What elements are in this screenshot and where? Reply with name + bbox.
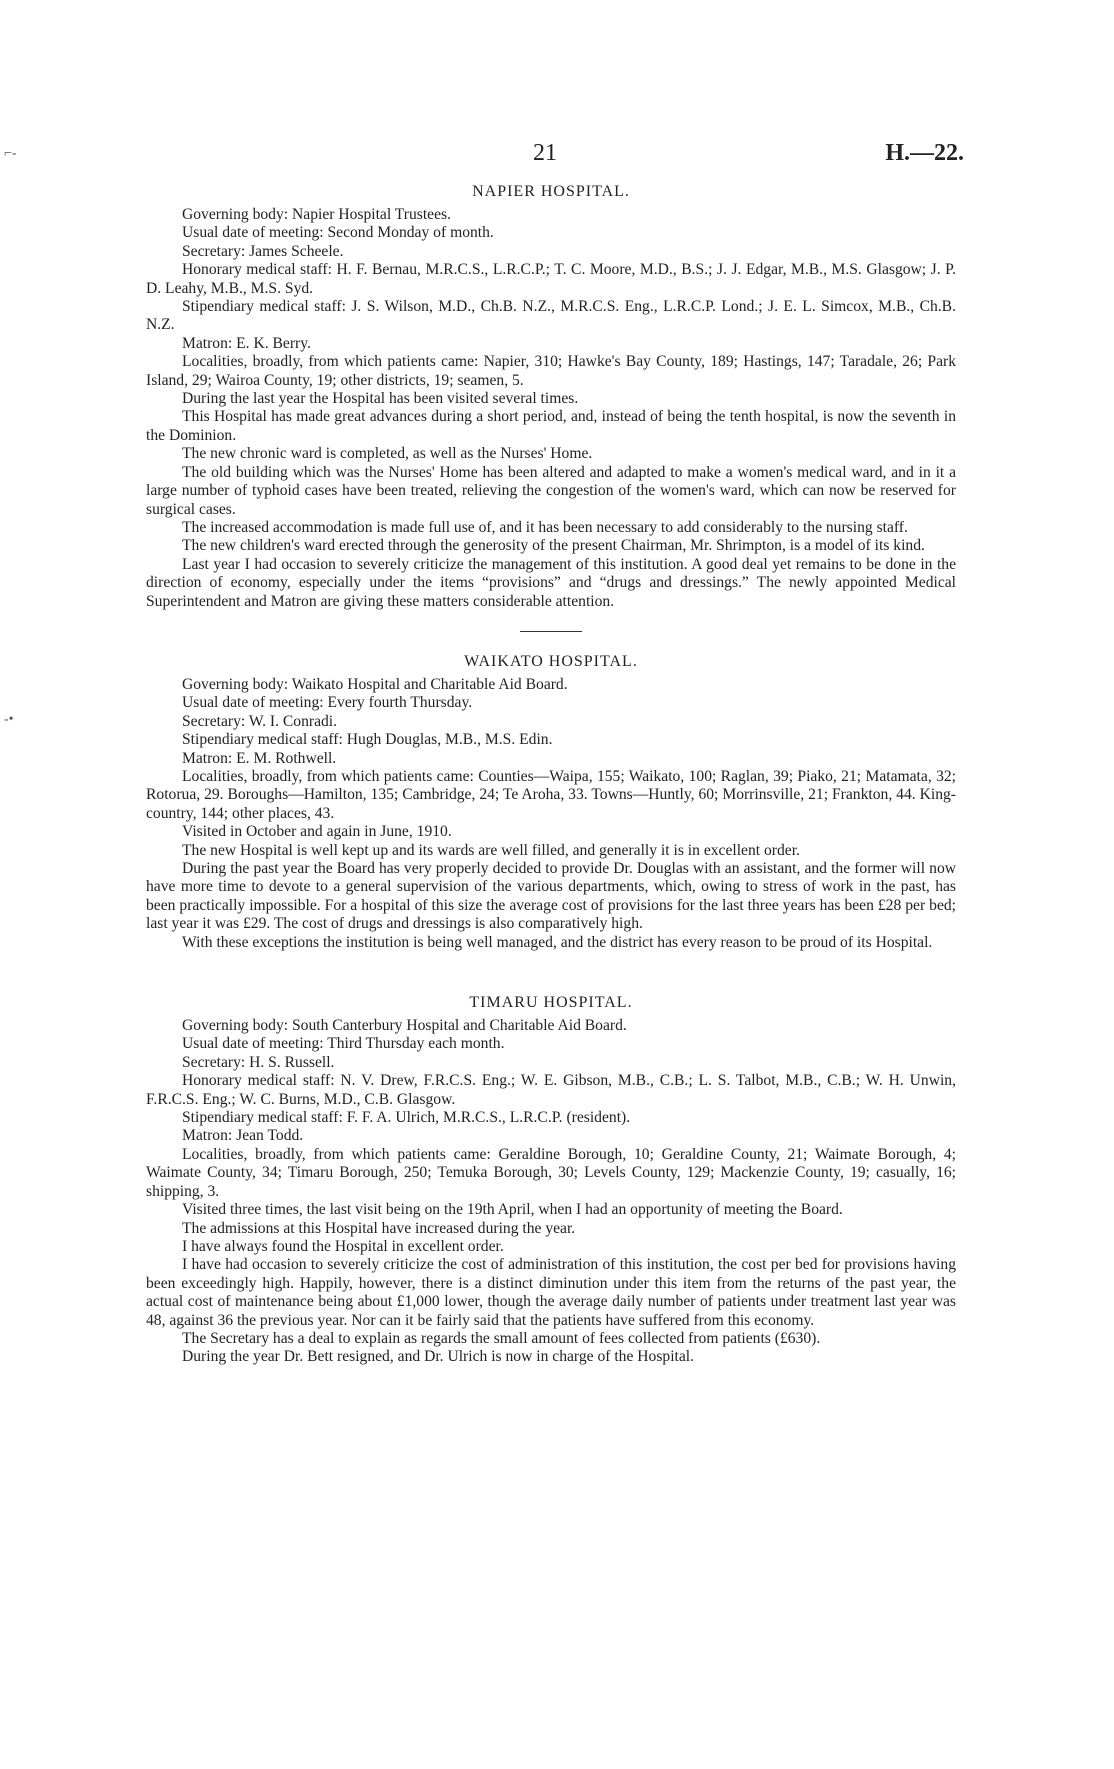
paragraph: Localities, broadly, from which patients came: Geraldine Borough, 10; Geraldine County, 21; Waimate Borough, 4; Waimate County, 34; Timaru Borough, 250; Temuka Borough, 30; Levels County, 129; Mackenzie County, 19; casually, 16; shipping, 3. bbox=[146, 1145, 956, 1200]
paragraph: The increased accommodation is made full use of, and it has been necessary to add considerably to the nursing staff. bbox=[182, 518, 908, 536]
paragraph: Visited in October and again in June, 1910. bbox=[182, 823, 452, 841]
section-waikato-hospital bbox=[146, 652, 956, 952]
paragraph: During the last year the Hospital has been visited several times. bbox=[182, 390, 579, 408]
paragraph: During the past year the Board has very properly decided to provide Dr. Douglas with an assistant, and the former will now have more time to devote to a general supervision of the various departments, which, owing to stress of work in the past, has been practically impossible. For a hospital of this size the average cost of provisions for the last three years has been £28 per bed; last year it was £29. The cost of drugs and dressings is also comparatively high. bbox=[146, 860, 956, 933]
paragraph: Governing body: Napier Hospital Trustees. bbox=[182, 206, 451, 223]
paragraph: Matron: E. M. Rothwell. bbox=[182, 749, 337, 767]
section-napier-hospital bbox=[146, 182, 956, 611]
paragraph: Localities, broadly, from which patients came: Counties—Waipa, 155; Waikato, 100; Raglan, 39; Piako, 21; Matamata, 32; Rotorua, 29. Boroughs—Hamilton, 135; Cambridge, 24; Te Aroha, 33. Towns—Huntly, 60; Morrinsville, 21; Frankton, 44. King-country, 144; other places, 43. bbox=[146, 767, 956, 822]
paragraph: The new Hospital is well kept up and its wards are well filled, and generally it is in excellent order. bbox=[182, 841, 800, 859]
paragraph: Secretary: H. S. Russell. bbox=[182, 1053, 335, 1071]
paragraph: Stipendiary medical staff: Hugh Douglas, M.B., M.S. Edin. bbox=[182, 731, 553, 749]
paragraph: Governing body: Waikato Hospital and Charitable Aid Board. bbox=[182, 675, 568, 693]
margin-mark: -• bbox=[4, 712, 14, 727]
document-code: H.—22. bbox=[885, 140, 964, 166]
paragraph: Usual date of meeting: Every fourth Thursday. bbox=[182, 694, 473, 712]
paragraph: Matron: E. K. Berry. bbox=[182, 334, 311, 352]
paragraph: Secretary: James Scheele. bbox=[182, 242, 344, 260]
paragraph: I have always found the Hospital in excellent order. bbox=[182, 1237, 504, 1255]
section-title: WAIKATO HOSPITAL. bbox=[464, 652, 638, 670]
paragraph: Usual date of meeting: Third Thursday each month. bbox=[182, 1035, 505, 1053]
paragraph: Honorary medical staff: H. F. Bernau, M.R.C.S., L.R.C.P.; T. C. Moore, M.D., B.S.; J. J. Edgar, M.B., M.S. Glasgow; J. P. D. Leahy, M.B., M.S. Syd. bbox=[146, 261, 956, 297]
paragraph: Secretary: W. I. Conradi. bbox=[182, 712, 338, 730]
paragraph: Last year I had occasion to severely criticize the management of this institution. A good deal yet remains to be done in the direction of economy, especially under the items “provisions” and “drugs and dressings.” The newly appointed Medical Superintendent and Matron are giving these matters considerable attention. bbox=[146, 555, 956, 610]
paragraph: Visited three times, the last visit being on the 19th April, when I had an opportunity of meeting the Board. bbox=[182, 1201, 843, 1219]
paragraph: Governing body: South Canterbury Hospital and Charitable Aid Board. bbox=[182, 1017, 627, 1035]
section-title: TIMARU HOSPITAL. bbox=[469, 994, 633, 1012]
paragraph: Usual date of meeting: Second Monday of month. bbox=[182, 224, 494, 242]
page-number: 21 bbox=[533, 140, 557, 166]
paragraph: I have had occasion to severely criticize the cost of administration of this institution, the cost per bed for provisions having been exceedingly high. Happily, however, there is a distinct diminution under this item from the returns of the past year, the actual cost of maintenance being about £1,000 lower, though the average daily number of patients under treatment last year was 48, against 36 the previous year. Nor can it be fairly said that the patients have suffered from this economy. bbox=[146, 1256, 956, 1329]
margin-mark: ⌐- bbox=[4, 146, 17, 161]
section-divider bbox=[520, 631, 582, 632]
paragraph: This Hospital has made great advances during a short period, and, instead of being the tenth hospital, is now the seventh in the Dominion. bbox=[146, 408, 956, 444]
section-title: NAPIER HOSPITAL. bbox=[472, 183, 630, 200]
paragraph: Stipendiary medical staff: F. F. A. Ulrich, M.R.C.S., L.R.C.P. (resident). bbox=[182, 1109, 631, 1127]
section-divider bbox=[520, 972, 582, 973]
paragraph: The admissions at this Hospital have increased during the year. bbox=[182, 1219, 576, 1237]
paragraph: Honorary medical staff: N. V. Drew, F.R.C.S. Eng.; W. E. Gibson, M.B., C.B.; L. S. Talbot, M.B., C.B.; W. H. Unwin, F.R.C.S. Eng.; W. C. Burns, M.D., C.B. Glasgow. bbox=[146, 1072, 956, 1108]
paragraph: Localities, broadly, from which patients came: Napier, 310; Hawke's Bay County, 189; Hastings, 147; Taradale, 26; Park Island, 29; Wairoa County, 19; other districts, 19; seamen, 5. bbox=[146, 353, 956, 389]
paragraph: With these exceptions the institution is being well managed, and the district has every reason to be proud of its Hospital. bbox=[182, 933, 933, 951]
paragraph: Matron: Jean Todd. bbox=[182, 1127, 304, 1145]
paragraph: During the year Dr. Bett resigned, and Dr. Ulrich is now in charge of the Hospital. bbox=[182, 1348, 695, 1366]
section-timaru-hospital bbox=[146, 993, 956, 1367]
paragraph: Stipendiary medical staff: J. S. Wilson, M.D., Ch.B. N.Z., M.R.C.S. Eng., L.R.C.P. Lond.; J. E. L. Simcox, M.B., Ch.B. N.Z. bbox=[146, 298, 956, 334]
paragraph: The new chronic ward is completed, as well as the Nurses' Home. bbox=[182, 445, 593, 463]
paragraph: The new children's ward erected through the generosity of the present Chairman, Mr. Shrimpton, is a model of its kind. bbox=[182, 537, 925, 555]
paragraph: The Secretary has a deal to explain as regards the small amount of fees collected from patients (£630). bbox=[182, 1329, 821, 1347]
paragraph: The old building which was the Nurses' Home has been altered and adapted to make a women's medical ward, and in it a large number of typhoid cases have been treated, relieving the congestion of the women's ward, which can now be reserved for surgical cases. bbox=[146, 463, 956, 518]
document-body bbox=[146, 182, 956, 1367]
